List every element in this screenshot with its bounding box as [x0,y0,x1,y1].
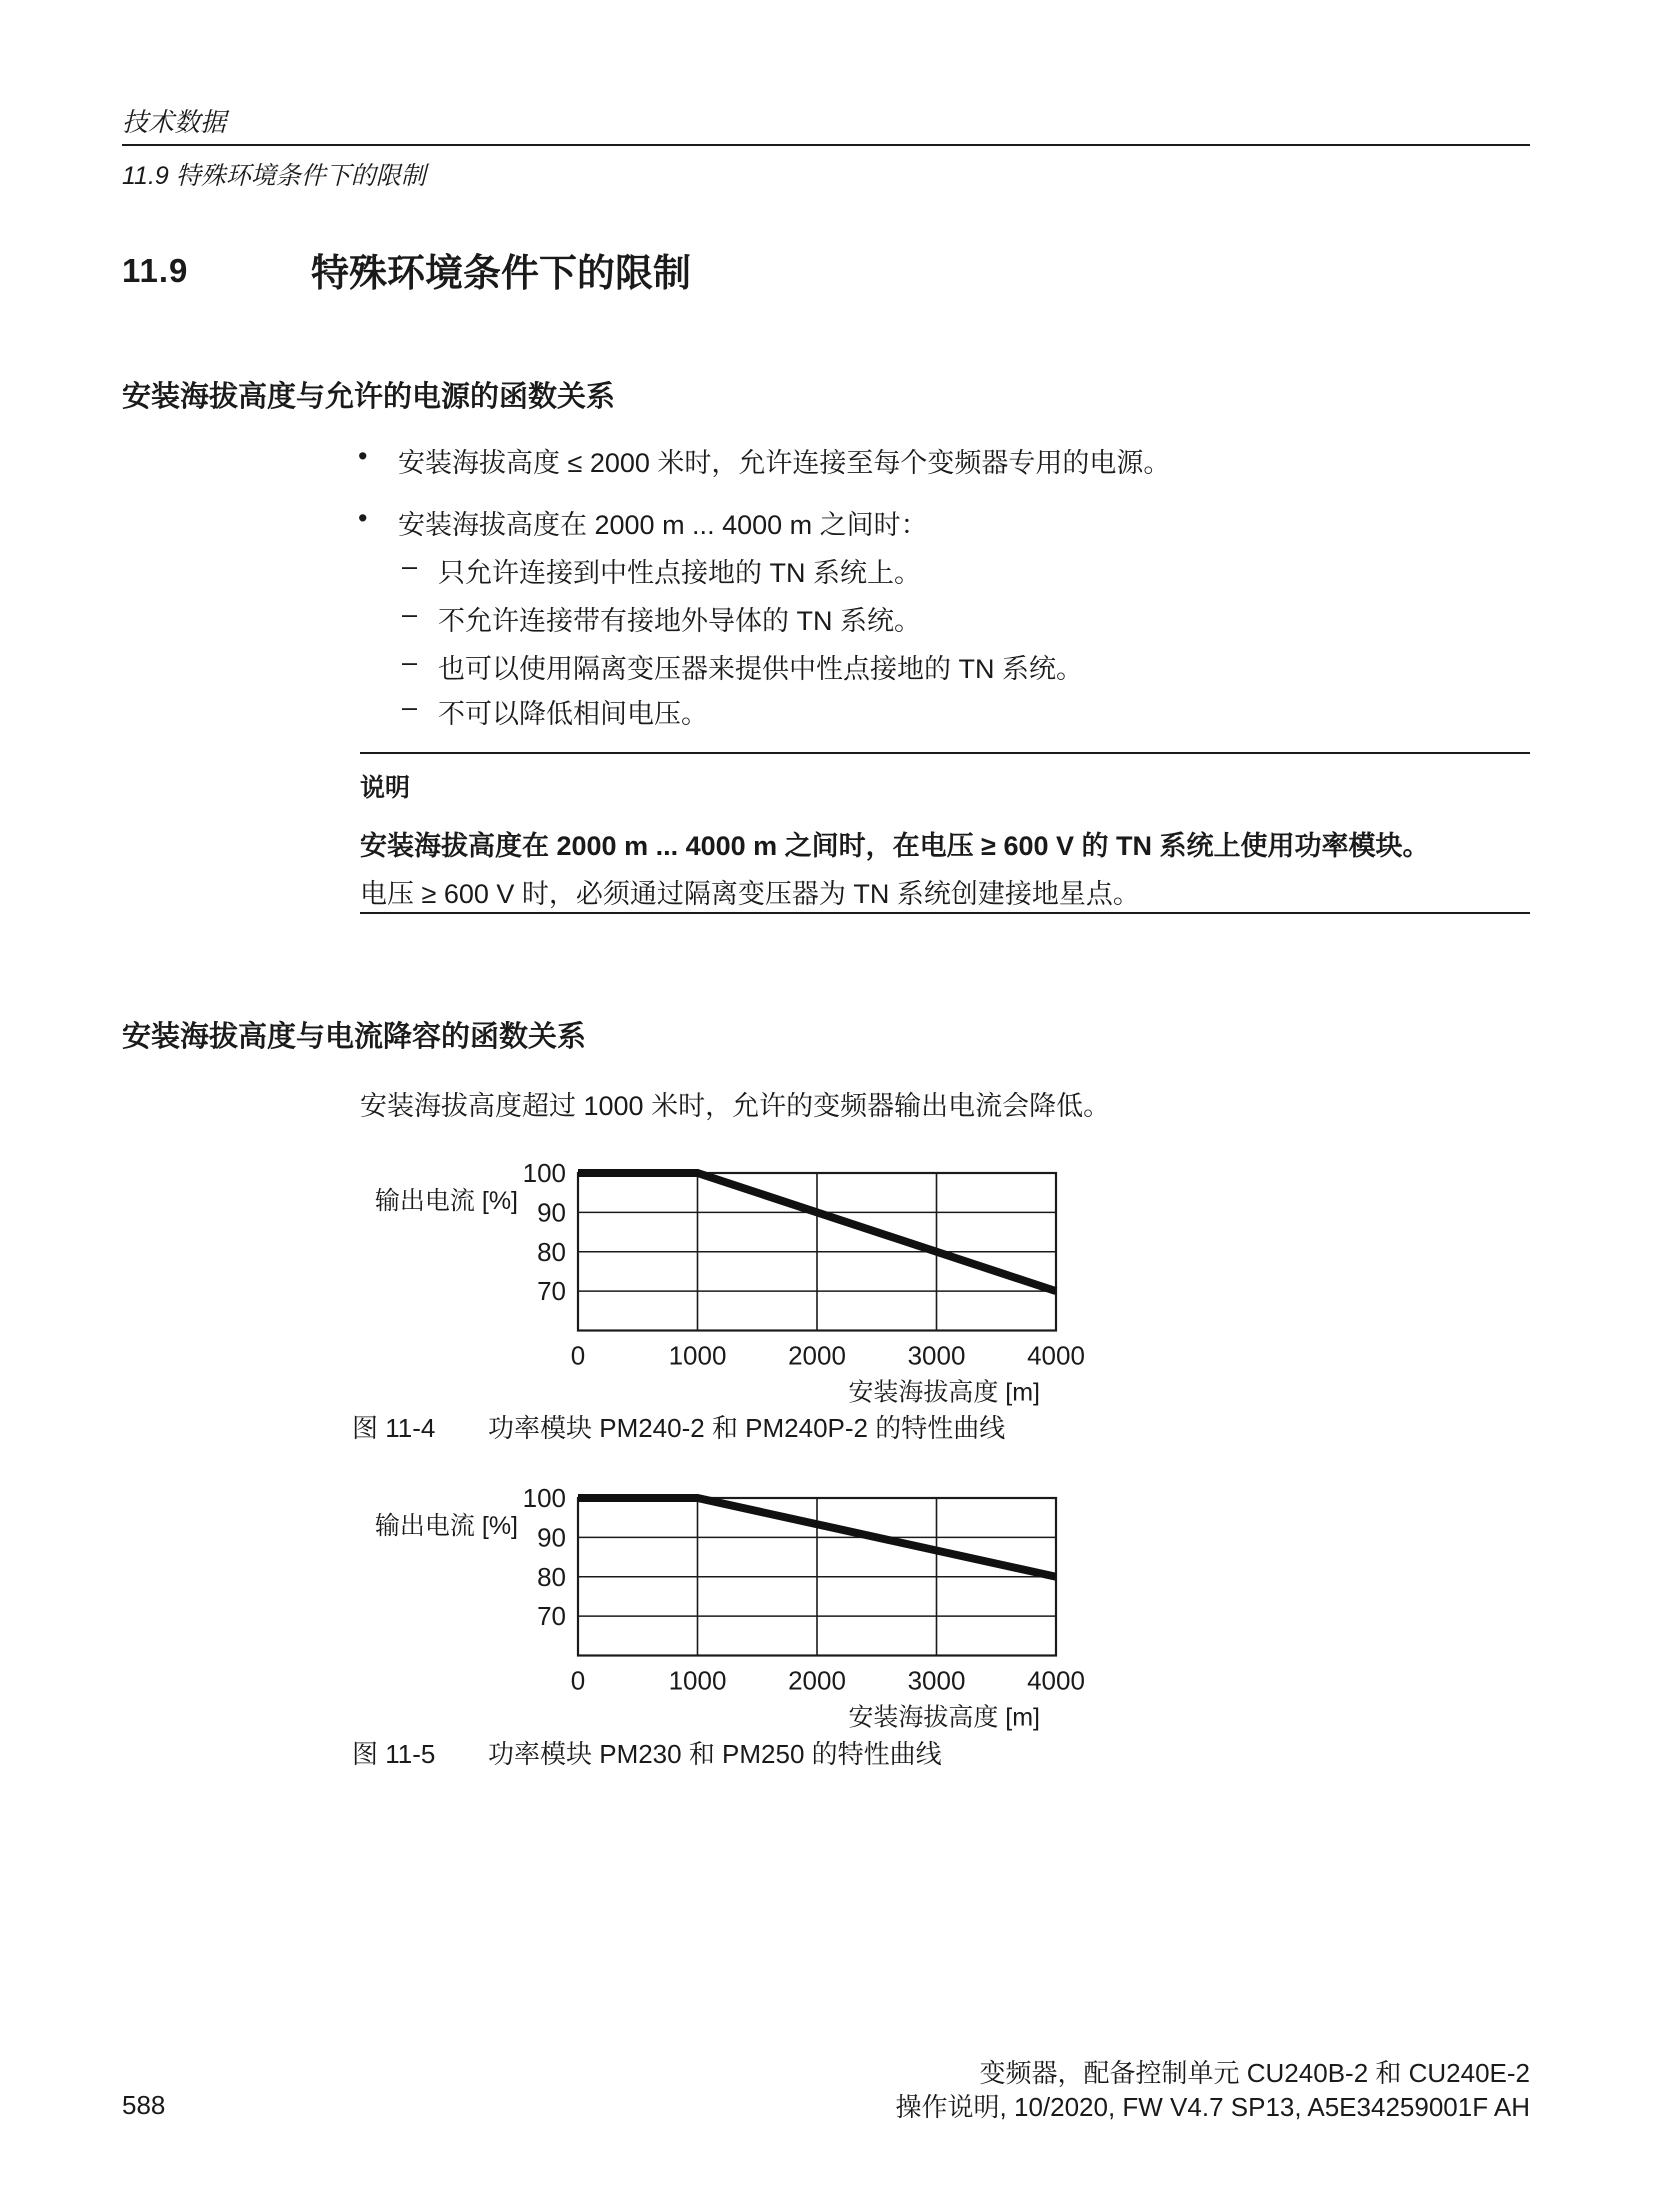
svg-text:1000: 1000 [668,1340,727,1371]
svg-text:100: 100 [522,1158,566,1188]
note-bold-line: 安装海拔高度在 2000 m ... 4000 m 之间时，在电压 ≥ 600 V 的 TN 系统上使用功率模块。 [360,831,1430,861]
dash-icon: – [402,551,418,581]
list-item: 安装海拔高度 ≤ 2000 米时，允许连接至每个变频器专用的电源。 [398,448,1171,478]
running-header-section: 11.9 特殊环境条件下的限制 [122,162,426,190]
svg-text:100: 100 [522,1483,566,1513]
footer-line-2: 操作说明, 10/2020, FW V4.7 SP13, A5E34259001F AH [895,2092,1530,2122]
derating-chart-pm240 [230,1155,1090,1415]
svg-text:90: 90 [537,1522,566,1553]
note-label: 说明 [360,774,411,802]
list-item: 安装海拔高度在 2000 m ... 4000 m 之间时： [398,510,928,540]
heading-power-supply-relation: 安装海拔高度与允许的电源的函数关系 [122,381,616,413]
footer-document-info [122,2056,1530,2124]
heading-current-derating-relation: 安装海拔高度与电流降容的函数关系 [122,1021,587,1053]
bullet-icon: • [358,441,368,471]
svg-text:安装海拔高度 [m]: 安装海拔高度 [m] [848,1703,1040,1732]
svg-text:0: 0 [570,1340,586,1371]
sub-list-item: 也可以使用隔离变压器来提供中性点接地的 TN 系统。 [438,654,1083,684]
figure-caption-text: 功率模块 PM230 和 PM250 的特性曲线 [488,1739,942,1769]
running-header-chapter: 技术数据 [122,107,227,137]
derating-chart-pm230 [230,1480,1090,1740]
note-line: 电压 ≥ 600 V 时，必须通过隔离变压器为 TN 系统创建接地星点。 [360,879,1140,909]
figure-label: 图 11-5 [352,1739,436,1769]
note-rule-bottom [360,912,1530,914]
figure-caption-text: 功率模块 PM240-2 和 PM240P-2 的特性曲线 [488,1413,1006,1443]
svg-text:4000: 4000 [1027,1340,1085,1371]
section-number: 11.9 [122,252,189,289]
figure-label: 图 11-4 [352,1413,436,1443]
intro-paragraph: 安装海拔高度超过 1000 米时，允许的变频器输出电流会降低。 [360,1091,1111,1121]
svg-text:70: 70 [537,1276,566,1307]
svg-text:3000: 3000 [907,1340,966,1371]
svg-text:2000: 2000 [788,1665,846,1696]
svg-text:2000: 2000 [788,1340,846,1371]
sub-list-item: 不允许连接带有接地外导体的 TN 系统。 [438,606,921,636]
svg-text:输出电流 [%]: 输出电流 [%] [374,1512,518,1540]
svg-text:安装海拔高度 [m]: 安装海拔高度 [m] [848,1378,1040,1407]
svg-text:输出电流 [%]: 输出电流 [%] [374,1187,518,1215]
footer-line-1: 变频器，配备控制单元 CU240B-2 和 CU240E-2 [979,2058,1530,2088]
svg-text:3000: 3000 [907,1665,966,1696]
sub-list-item: 只允许连接到中性点接地的 TN 系统上。 [438,558,921,588]
svg-text:70: 70 [537,1601,566,1632]
svg-text:4000: 4000 [1027,1665,1085,1696]
dash-icon: – [402,692,418,722]
page-title: 特殊环境条件下的限制 [311,253,692,295]
svg-text:1000: 1000 [668,1665,727,1696]
header-rule [122,144,1530,146]
page-number: 588 [122,2090,166,2120]
dash-icon: – [402,599,418,629]
svg-text:0: 0 [570,1665,586,1696]
svg-text:90: 90 [537,1197,566,1228]
sub-list-item: 不可以降低相间电压。 [438,699,708,729]
note-rule-top [360,752,1530,754]
dash-icon: – [402,647,418,677]
bullet-icon: • [358,503,368,533]
svg-text:80: 80 [537,1236,566,1267]
svg-text:80: 80 [537,1561,566,1592]
